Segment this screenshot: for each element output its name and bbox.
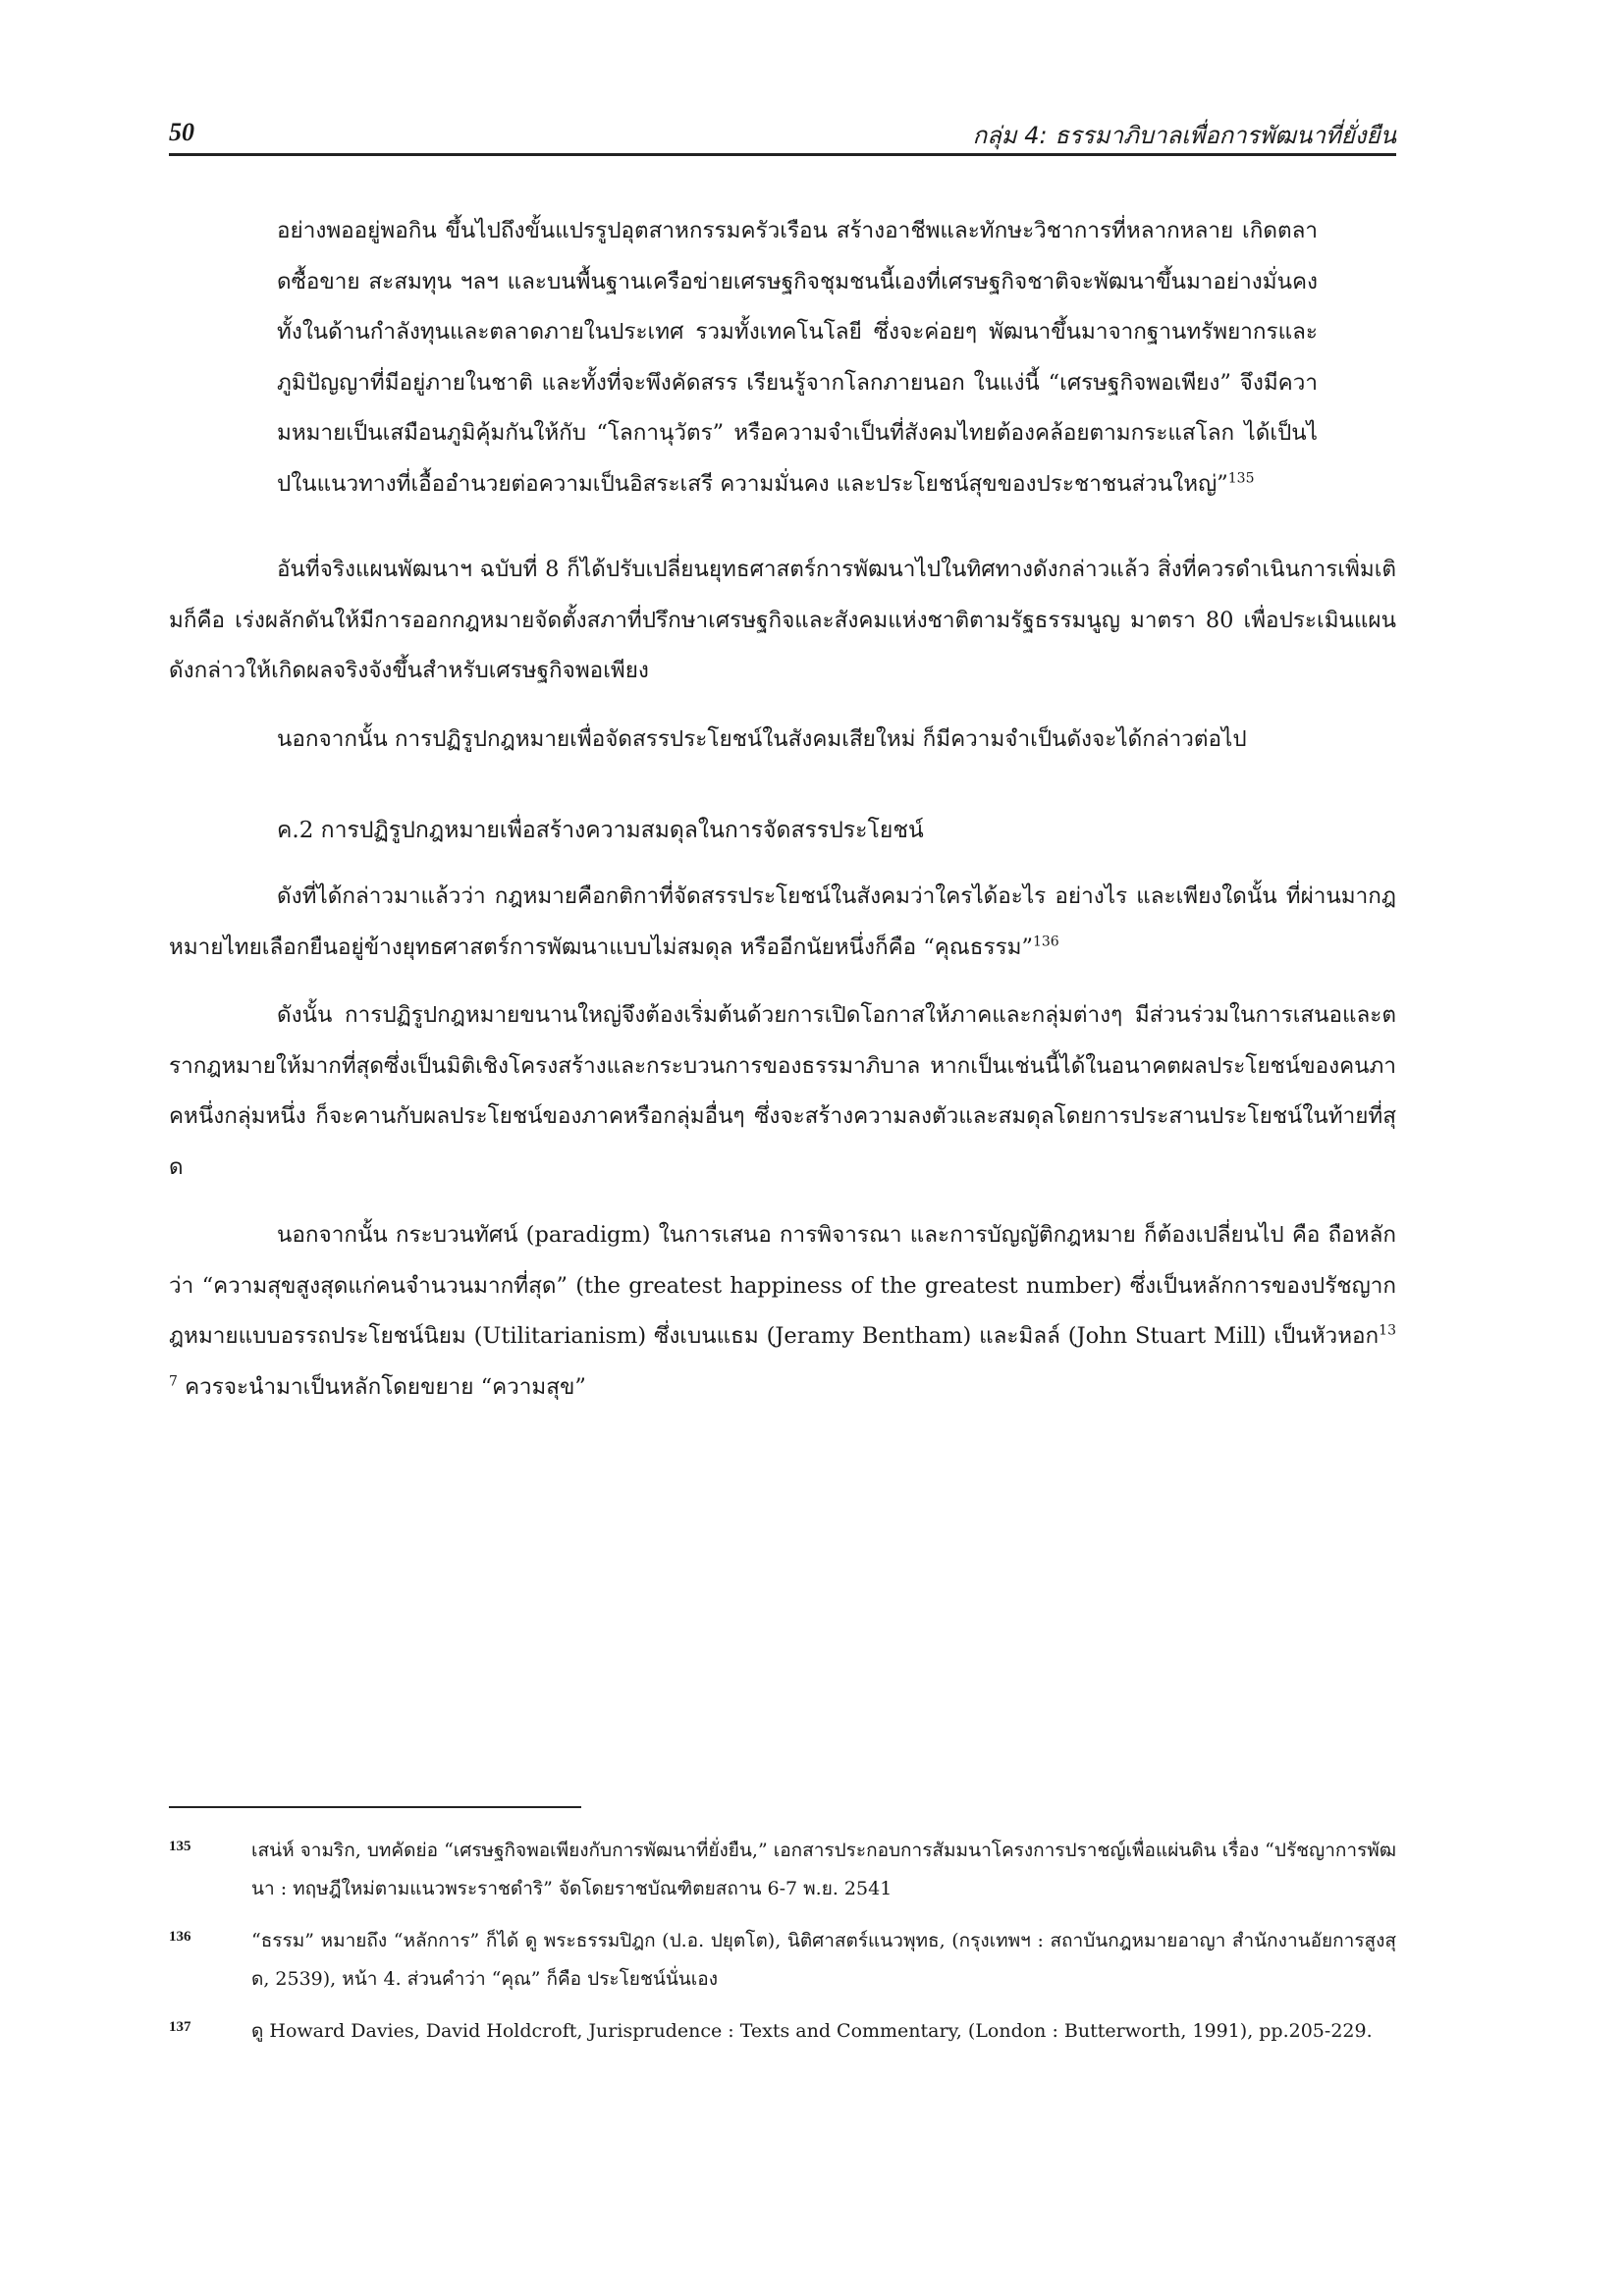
footnote-ref-137[interactable]: 137 [169,1322,1396,1389]
paragraph-4: ดังนั้น การปฏิรูปกฎหมายขนานใหญ่จึงต้องเริ่มต้นด้วยการเปิดโอกาสให้ภาคและกลุ่มต่างๆ มีส่วนร่วมในการเสนอและตรากฎหมายให้มากที่สุดซึ่งเป็นมิติเชิงโครงสร้างและกระบวนการของธรรมาภิบาล หากเป็นเช่นนี้ได้ในอนาคตผลประโยชน์ของคนภาคหนึ่งกลุ่มหนึ่ง ก็จะคานกับผลประโยชน์ของภาคหรือกลุ่มอื่นๆ ซึ่งจะสร้างความลงตัวและสมดุลโดยการประสานประโยชน์ในท้ายที่สุด [169,1002,1396,1180]
paragraph-1: อันที่จริงแผนพัฒนาฯ ฉบับที่ 8 ก็ได้ปรับเปลี่ยนยุทธศาสตร์การพัฒนาไปในทิศทางดังกล่าวแล้ว สิ่งที่ควรดำเนินการเพิ่มเติมก็คือ เร่งผลักดันให้มีการออกกฎหมายจัดตั้งสภาที่ปรึกษาเศรษฐกิจและสังคมแห่งชาติตามรัฐธรรมนูญ มาตรา 80 เพื่อประเมินแผนดังกล่าวให้เกิดผลจริงจังขึ้นสำหรับเศรษฐกิจพอเพียง [169,557,1396,683]
block-quote [277,206,1318,509]
footnote-number: 135 [169,1839,191,1854]
page-body [169,206,1396,1413]
footnote-ref-136[interactable]: 136 [1032,934,1059,949]
paragraph-5 [169,1210,1396,1413]
paragraph-2: นอกจากนั้น การปฏิรูปกฎหมายเพื่อจัดสรรประโยชน์ในสังคมเสียใหม่ ก็มีความจำเป็นดังจะได้กล่าวต่อไป [277,725,1247,752]
footnote-rule [169,1806,581,1808]
footnote-137 [169,2012,1396,2051]
footnote-text: “ธรรม” หมายถึง “หลักการ” ก็ได้ ดู พระธรรมปิฎก (ป.อ. ปยุตโต), นิติศาสตร์แนวพุทธ, (กรุงเทพฯ : สถาบันกฎหมายอาญา สำนักงานอัยการสูงสุด, 2539), หน้า 4. ส่วนคำว่า “คุณ” ก็คือ ประโยชน์นั่นเอง [251,1930,1396,1990]
block-quote-text: อย่างพออยู่พอกิน ขึ้นไปถึงขั้นแปรรูปอุตสาหกรรมครัวเรือน สร้างอาชีพและทักษะวิชาการที่หลากหลาย เกิดตลาดซื้อขาย สะสมทุน ฯลฯ และบนพื้นฐานเครือข่ายเศรษฐกิจชุมชนนี้เองที่เศรษฐกิจชาติจะพัฒนาขึ้นมาอย่างมั่นคงทั้งในด้านกำลังทุนและตลาดภายในประเทศ รวมทั้งเทคโนโลยี ซึ่งจะค่อยๆ พัฒนาขึ้นมาจากฐานทรัพยากรและภูมิปัญญาที่มีอยู่ภายในชาติ และทั้งที่จะพึงคัดสรร เรียนรู้จากโลกภายนอก ในแง่นี้ “เศรษฐกิจพอเพียง” จึงมีความหมายเป็นเสมือนภูมิคุ้มกันให้กับ “โลกานุวัตร” หรือความจำเป็นที่สังคมไทยต้องคล้อยตามกระแสโลก ได้เป็นไปในแนวทางที่เอื้ออำนวยต่อความเป็นอิสระเสรี ความมั่นคง และประโยชน์สุขของประชาชนส่วนใหญ่” [277,218,1318,497]
footnote-text: เสน่ห์ จามริก, บทคัดย่อ “เศรษฐกิจพอเพียงกับการพัฒนาที่ยั่งยืน,” เอกสารประกอบการสัมมนาโครงการปราชญ์เพื่อแผ่นดิน เรื่อง “ปรัชญาการพัฒนา : ทฤษฎีใหม่ตามแนวพระราชดำริ” จัดโดยราชบัณฑิตยสถาน 6-7 พ.ย. 2541 [251,1840,1396,1899]
footnote-136 [169,1922,1396,1999]
page-number: 50 [169,118,194,146]
page-header [169,110,1396,156]
footnotes-section [169,1808,1396,2064]
section-heading: ค.2 การปฏิรูปกฎหมายเพื่อสร้างความสมดุลในการจัดสรรประโยชน์ [277,818,924,843]
footnote-number: 137 [169,2019,191,2035]
paragraph-3 [169,872,1396,973]
footnote-number: 136 [169,1929,191,1945]
paragraph-5-text: นอกจากนั้น กระบวนทัศน์ (paradigm) ในการเสนอ การพิจารณา และการบัญญัติกฎหมาย ก็ต้องเปลี่ยนไป คือ ถือหลักว่า “ความสุขสูงสุดแก่คนจำนวนมากที่สุด” (the greatest happiness of the greatest number) ซึ่งเป็นหลักการของปรัชญากฎหมายแบบอรรถประโยชน์นิยม (Utilitarianism) ซึ่งเบนแธม (Jeramy Bentham) และมิลล์ (John Stuart Mill) เป็นหัวหอก [169,1222,1396,1349]
footnote-135 [169,1832,1396,1908]
running-head: กลุ่ม 4: ธรรมาภิบาลเพื่อการพัฒนาที่ยั่งยืน [972,122,1396,149]
paragraph-5-continued: ควรจะนำมาเป็นหลักโดยขยาย “ความสุข” [177,1373,586,1400]
footnote-text: ดู Howard Davies, David Holdcroft, Jurisprudence : Texts and Commentary, (London : Butterworth, 1991), pp.205-229. [251,2020,1373,2042]
footnote-ref-135[interactable]: 135 [1227,470,1255,486]
paragraph-3-text: ดังที่ได้กล่าวมาแล้วว่า กฎหมายคือกติกาที่จัดสรรประโยชน์ในสังคมว่าใครได้อะไร อย่างไร และเพียงใดนั้น ที่ผ่านมากฎหมายไทยเลือกยืนอยู่ข้างยุทธศาสตร์การพัฒนาแบบไม่สมดุล หรืออีกนัยหนึ่งก็คือ “คุณธรรม” [169,883,1396,960]
